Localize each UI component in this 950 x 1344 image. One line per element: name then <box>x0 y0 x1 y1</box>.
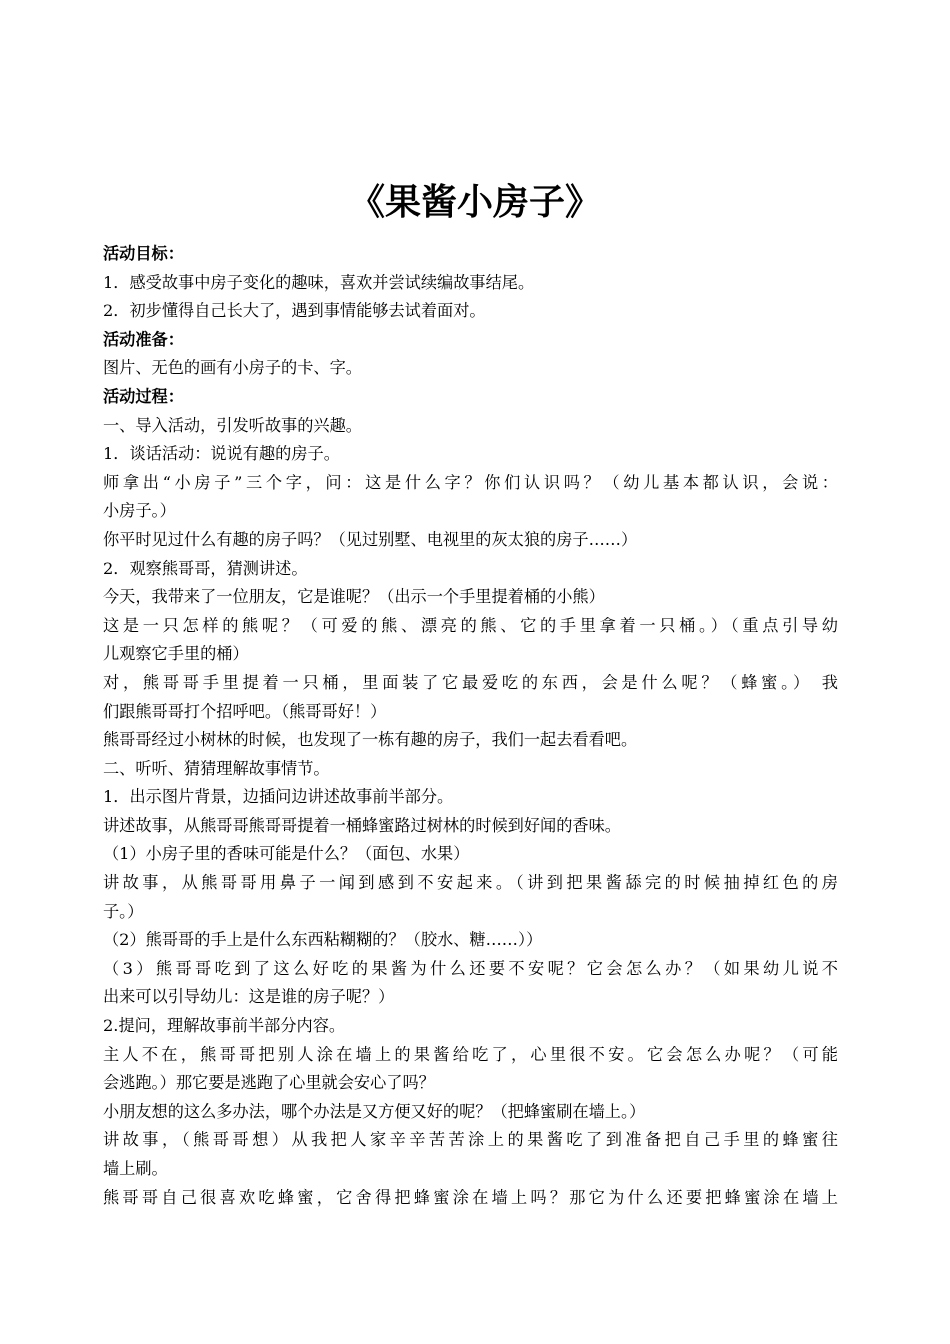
paragraph-line: 二、听听、猜猜理解故事情节。 <box>103 758 330 778</box>
paragraph-line: 1．出示图片背景，边插问边讲述故事前半部分。 <box>103 787 454 807</box>
paragraph-line: 2．初步懂得自己长大了，遇到事情能够去试着面对。 <box>103 301 486 321</box>
paragraph-line: 这是一只怎样的熊呢？（可爱的熊、漂亮的熊、它的手里拿着一只桶。）（重点引导幼 <box>103 615 838 635</box>
section-heading-preparation: 活动准备： <box>103 329 184 349</box>
section-heading-goals: 活动目标： <box>103 244 184 263</box>
paragraph-line: 熊哥哥自己很喜欢吃蜂蜜，它舍得把蜂蜜涂在墙上吗？那它为什么还要把蜂蜜涂在墙上 <box>103 1187 838 1207</box>
paragraph-line: 儿观察它手里的桶） <box>103 644 249 664</box>
paragraph-line: 小朋友想的这么多办法，哪个办法是又方便又好的呢？（把蜂蜜刷在墙上。） <box>103 1101 646 1121</box>
paragraph-line: 你平时见过什么有趣的房子吗？（见过别墅、电视里的灰太狼的房子……） <box>103 529 638 549</box>
document-body <box>103 240 838 1212</box>
paragraph-line: 小房子。） <box>103 501 176 521</box>
paragraph-line: 2.提问，理解故事前半部分内容。 <box>103 1016 346 1036</box>
paragraph-line: （3）熊哥哥吃到了这么好吃的果酱为什么还要不安呢？它会怎么办？（如果幼儿说不 <box>103 958 838 978</box>
paragraph-line: 师拿出“小房子”三个字，问：这是什么字？你们认识吗？（幼儿基本都认识，会说： <box>103 472 838 492</box>
paragraph-line: 讲故事，从熊哥哥用鼻子一闻到感到不安起来。（讲到把果酱舔完的时候抽掉红色的房 <box>103 873 838 893</box>
paragraph-line: 对，熊哥哥手里提着一只桶，里面装了它最爱吃的东西，会是什么呢？（蜂蜜。） 我 <box>103 672 838 692</box>
paragraph-line: （2）熊哥哥的手上是什么东西粘糊糊的？（胶水、糖……）） <box>103 930 543 950</box>
paragraph-line: 1．感受故事中房子变化的趣味，喜欢并尝试续编故事结尾。 <box>103 272 535 292</box>
document-title: 《果酱小房子》 <box>348 182 601 223</box>
paragraph-line: 墙上刷。 <box>103 1159 168 1178</box>
paragraph-line: 会逃跑。）那它要是逃跑了心里就会安心了吗？ <box>103 1073 435 1093</box>
paragraph-line: 今天，我带来了一位朋友，它是谁呢？（出示一个手里提着桶的小熊） <box>103 587 605 607</box>
paragraph-line: 出来可以引导幼儿：这是谁的房子呢？） <box>103 987 395 1007</box>
paragraph-line: 主人不在，熊哥哥把别人涂在墙上的果酱给吃了，心里很不安。它会怎么办呢？（可能 <box>103 1044 838 1064</box>
paragraph-line: 图片、无色的画有小房子的卡、字。 <box>103 358 362 378</box>
paragraph-line: 们跟熊哥哥打个招呼吧。（熊哥哥好！） <box>103 701 387 721</box>
section-heading-process: 活动过程： <box>103 386 184 406</box>
paragraph-line: 讲述故事，从熊哥哥熊哥哥提着一桶蜂蜜路过树林的时候到好闻的香味。 <box>103 815 621 835</box>
paragraph-line: 一、导入活动，引发听故事的兴趣。 <box>103 415 362 435</box>
paragraph-line: （1）小房子里的香味可能是什么？（面包、水果） <box>103 844 470 864</box>
paragraph-line: 1．谈话活动：说说有趣的房子。 <box>103 444 340 464</box>
paragraph-line: 讲故事，（熊哥哥想）从我把人家辛辛苦苦涂上的果酱吃了到准备把自己手里的蜂蜜往 <box>103 1130 838 1150</box>
paragraph-line: 熊哥哥经过小树林的时候，也发现了一栋有趣的房子，我们一起去看看吧。 <box>103 730 638 750</box>
paragraph-line: 子。） <box>103 901 144 921</box>
paragraph-line: 2．观察熊哥哥，猜测讲述。 <box>103 558 308 578</box>
